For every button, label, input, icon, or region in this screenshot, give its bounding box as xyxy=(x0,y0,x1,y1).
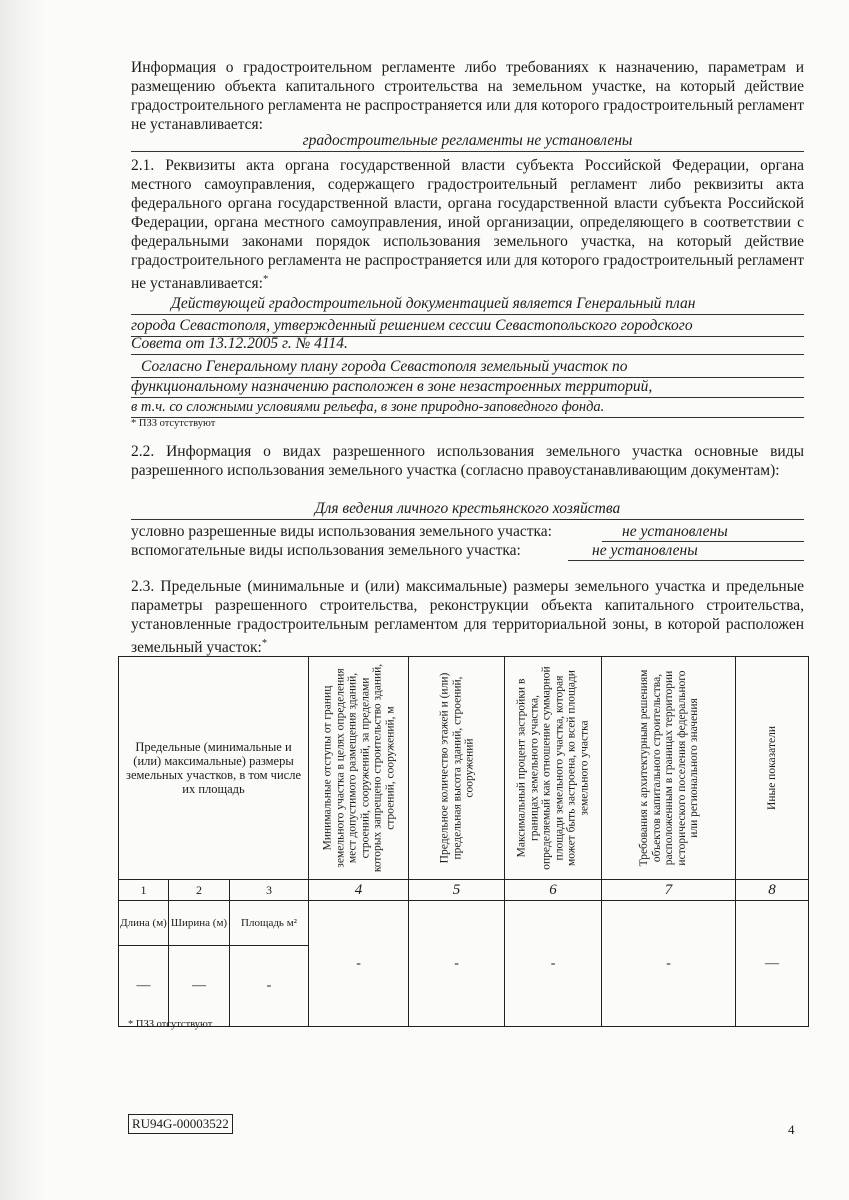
conditional-use-label: условно разрешенные виды использования земельного участка: xyxy=(131,523,552,540)
value-coverage: - xyxy=(505,901,602,1027)
col-number: 5 xyxy=(409,880,505,901)
col-number: 7 xyxy=(602,880,736,901)
col-number: 8 xyxy=(736,880,809,901)
section-2-3-asterisk: * xyxy=(261,638,268,649)
header-plot-sizes: Предельные (минимальные и (или) максимальные) размеры земельных участков, в том числе их площадь xyxy=(119,657,309,880)
header-setbacks xyxy=(309,657,409,880)
value-area: - xyxy=(230,946,309,1027)
intro-answer: градостроительные регламенты не установлены xyxy=(131,131,804,152)
value-floors: - xyxy=(409,901,505,1027)
section-2-1-asterisk: * xyxy=(263,274,269,285)
intro-paragraph: Информация о градостроительном регламенте либо требованиях к назначению, параметрам и размещению объекта капитального строительства на земельном участке, на который действие градостроительного регламента не распространяется или для которого градостроительный регламент не устанавливается: xyxy=(131,59,804,133)
header-setbacks-text: Минимальные отступы от границ земельного участка в целях определения мест допустимого размещения зданий, строений, сооружений, за пределами которых запрещено строительство зданий, строений, сооружений, м xyxy=(321,663,396,873)
answer-line-2: города Севастополя, утвержденный решением сессии Севастопольского городского xyxy=(131,316,804,337)
footnote-2-1: * ПЗЗ отсутствуют xyxy=(131,418,216,429)
col-number: 4 xyxy=(309,880,409,901)
col-number: 2 xyxy=(169,880,230,901)
col-number: 3 xyxy=(230,880,309,901)
header-coverage xyxy=(505,657,602,880)
section-2-3-body: 2.3. Предельные (минимальные и (или) максимальные) размеры земельного участка и предельные параметры разрешенного строительства, реконструкции объекта капитального строительства, установленные градостроительным регламентом для территориальной зоны, в которой расположен земельный участок: xyxy=(131,578,804,657)
auxiliary-use-value: не установлены xyxy=(568,541,804,561)
table-header-row xyxy=(119,657,809,880)
answer-line-1: Действующей градостроительной документацией является Генеральный план xyxy=(131,294,804,315)
value-width: — xyxy=(169,946,230,1027)
section-2-2-text: 2.2. Информация о видах разрешенного использования земельного участка основные виды разрешенного использования земельного участка (согласно правоустанавливающим документам): xyxy=(131,443,804,479)
header-architecture xyxy=(602,657,736,880)
sub-length: Длина (м) xyxy=(119,901,169,946)
value-architecture: - xyxy=(602,901,736,1027)
table-number-row xyxy=(119,880,809,901)
regulation-table xyxy=(118,656,809,1027)
col-number: 6 xyxy=(505,880,602,901)
sub-area: Площадь м² xyxy=(230,901,309,946)
section-2-3-text xyxy=(131,577,804,657)
scan-edge-shadow xyxy=(0,0,48,1200)
header-floors-text: Предельное количество этажей и (или) предельная высота зданий, строений, сооружений xyxy=(437,672,475,864)
footnote-bottom: * ПЗЗ отсутствуют xyxy=(128,1019,213,1030)
value-setbacks: - xyxy=(309,901,409,1027)
answer-line-5: функциональному назначению расположен в зоне незастроенных территорий, xyxy=(131,377,804,398)
value-other: — xyxy=(736,901,809,1027)
header-other-text: Иные показатели xyxy=(765,726,778,810)
document-number: RU94G-00003522 xyxy=(128,1114,233,1134)
answer-line-3: Совета от 13.12.2005 г. № 4114. xyxy=(131,334,804,355)
table-subheader-row xyxy=(119,901,809,946)
answer-line-6: в т.ч. со сложными условиями рельефа, в зоне природно-заповедного фонда. xyxy=(131,397,804,418)
answer-line-4: Согласно Генеральному плану города Севастополя земельный участок по xyxy=(131,357,804,378)
value-length: — xyxy=(119,946,169,1027)
col-number: 1 xyxy=(119,880,169,901)
main-use-value: Для ведения личного крестьянского хозяйства xyxy=(131,499,804,520)
section-2-1-text xyxy=(131,156,804,293)
conditional-use-value: не установлены xyxy=(602,522,804,542)
header-architecture-text: Требования к архитектурным решениям объектов капитального строительства, расположенным в границах территории исторического поселения федерального или регионального значения xyxy=(637,669,700,867)
auxiliary-use-label: вспомогательные виды использования земельного участка: xyxy=(131,542,521,559)
section-2-1-body: 2.1. Реквизиты акта органа государственной власти субъекта Российской Федерации, органа местного самоуправления, содержащего градостроительный регламент либо реквизиты акта федерального органа государственной власти, органа государственной власти субъекта Российской Федерации, органа местного самоуправления, иной организации, определяющего в соответствии с федеральными законами порядок использования земельного участка, на который действие градостроительного регламента не распространяется или для которого градостроительный регламент не устанавливается: xyxy=(131,157,804,293)
header-coverage-text: Максимальный процент застройки в границах земельного участка, определяемый как отношение суммарной площади земельного участка, которая может быть застроена, ко всей площади земельного участка xyxy=(515,666,591,870)
header-floors xyxy=(409,657,505,880)
sub-width: Ширина (м) xyxy=(169,901,230,946)
header-other xyxy=(736,657,809,880)
page-number: 4 xyxy=(788,1122,795,1137)
